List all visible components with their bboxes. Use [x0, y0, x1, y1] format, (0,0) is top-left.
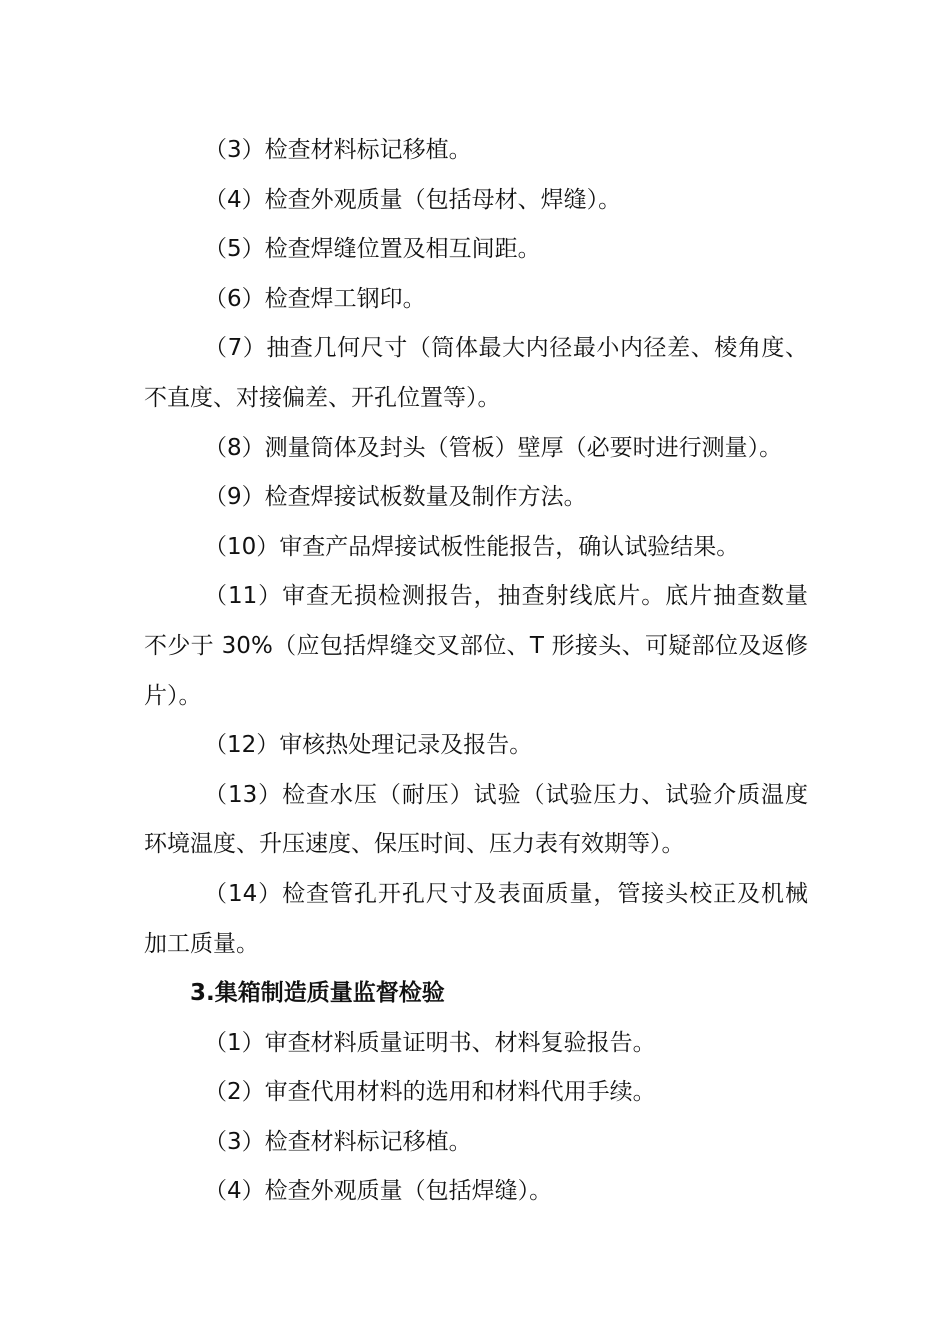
document-body: [144, 126, 808, 1217]
list-item: （6）检查焊工钢印。: [204, 285, 426, 312]
list-item: （8）测量筒体及封头（管板）壁厚（必要时进行测量）。: [204, 434, 783, 461]
list-item: （13）检查水压（耐压）试验（试验压力、试验介质温度环境温度、升压速度、保压时间、压力表有效期等）。: [144, 781, 808, 858]
section-heading: 3.集箱制造质量监督检验: [190, 980, 445, 1007]
list-item: （11）审查无损检测报告，抽查射线底片。底片抽查数量不少于 30%（应包括焊缝交叉部位、T 形接头、可疑部位及返修片）。: [144, 583, 808, 709]
list-item: （7）抽查几何尺寸（筒体最大内径最小内径差、棱角度、不直度、对接偏差、开孔位置等）。: [144, 335, 808, 411]
list-item: （3）检查材料标记移植。: [204, 1128, 472, 1155]
list-item: （1）审查材料质量证明书、材料复验报告。: [204, 1029, 656, 1056]
list-item: （14）检查管孔开孔尺寸及表面质量，管接头校正及机械加工质量。: [144, 880, 808, 957]
list-item: （4）检查外观质量（包括焊缝）。: [204, 1178, 553, 1205]
list-item: （9）检查焊接试板数量及制作方法。: [204, 484, 587, 511]
list-item: （10）审查产品焊接试板性能报告，确认试验结果。: [204, 533, 740, 560]
list-item: （4）检查外观质量（包括母材、焊缝）。: [204, 186, 622, 213]
list-item: （5）检查焊缝位置及相互间距。: [204, 236, 541, 263]
list-item: （12）审核热处理记录及报告。: [204, 732, 533, 759]
list-item: （2）审查代用材料的选用和材料代用手续。: [204, 1079, 656, 1106]
list-item: （3）检查材料标记移植。: [204, 137, 472, 163]
